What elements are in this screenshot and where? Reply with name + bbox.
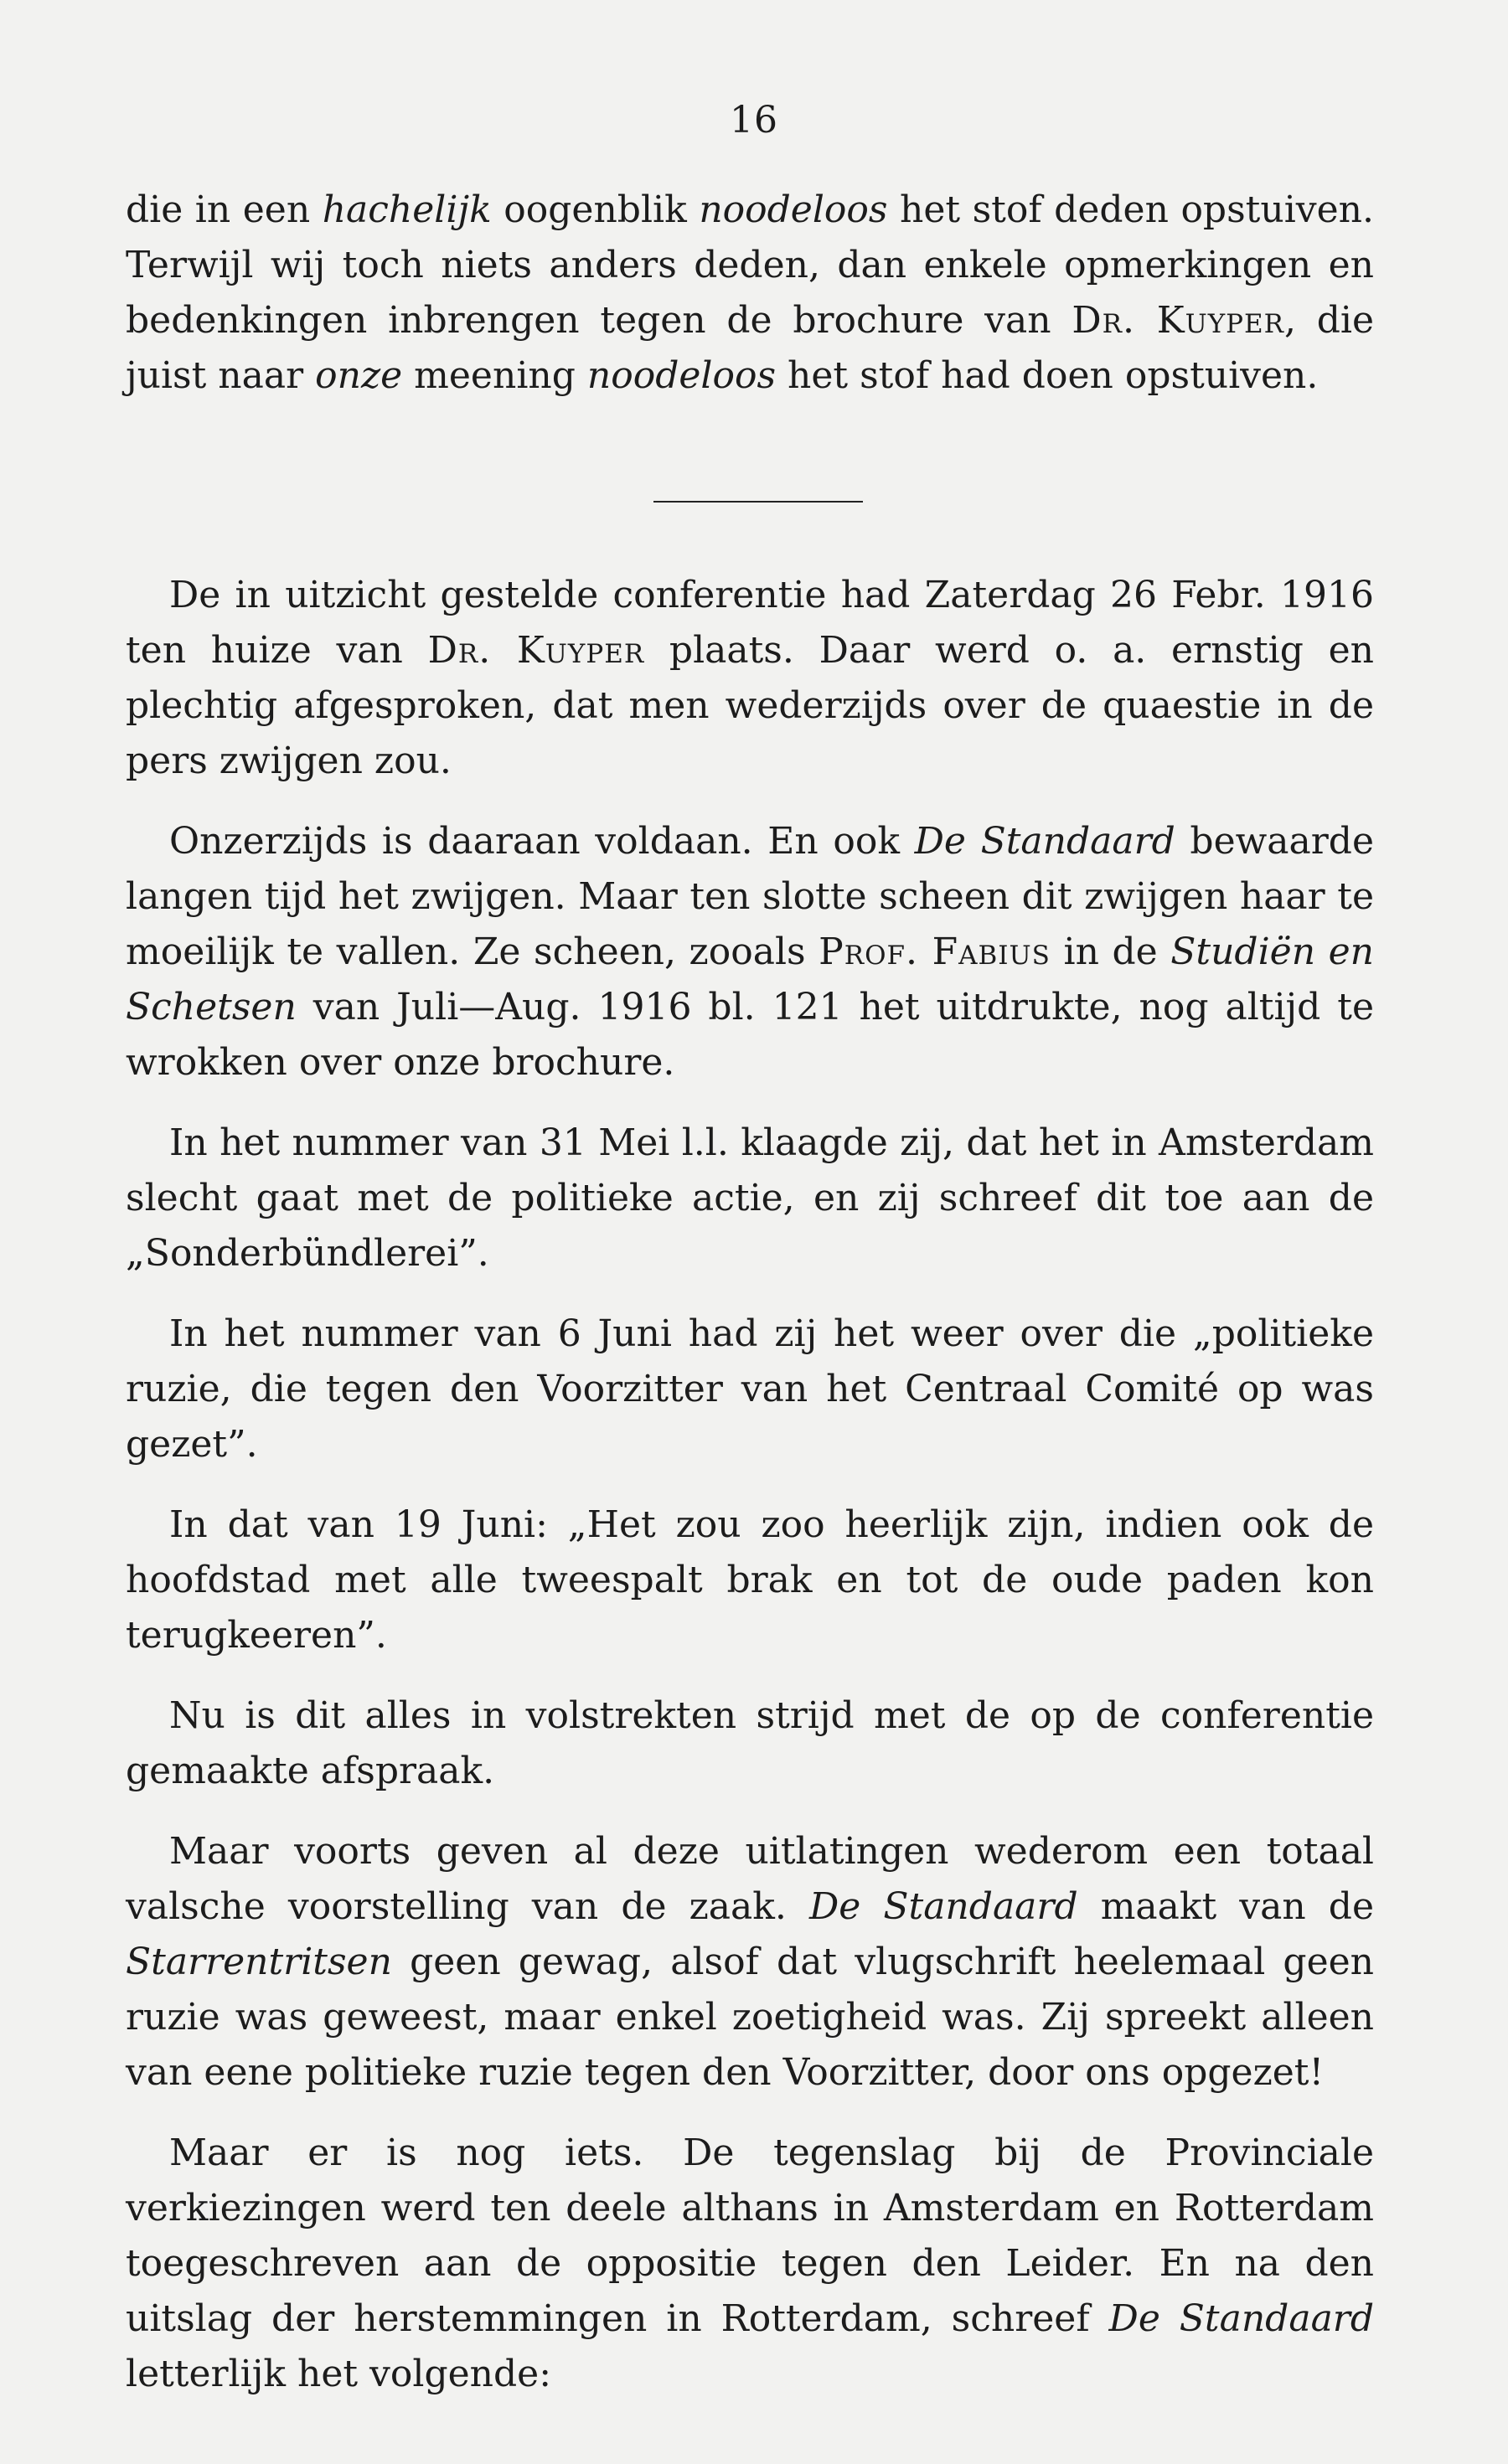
text-run: bewaarde langen tijd het zwijgen. Maar ten slotte scheen dit zwijgen haar te moeilijk te vallen. Ze scheen, zooals (126, 820, 1375, 973)
small-caps-name: Dr. Kuyper (1072, 299, 1284, 342)
paragraph-1 (126, 568, 1374, 789)
small-caps-name: Prof. Fabius (819, 930, 1051, 973)
text-run: Maar er is nog iets. De tegenslag bij de Provinciale verkiezingen werd ten deele althans in Amsterdam en Rotterdam toegeschreven aan de oppositie tegen den Leider. En na den uitslag der herstemmingen in Rotterdam, schreef (126, 2132, 1374, 2340)
text-run: meening (402, 354, 587, 397)
text-run: letterlijk het volgende: (126, 2353, 552, 2395)
italic-run: noodeloos (699, 188, 888, 231)
paragraph-4: In het nummer van 6 Juni had zij het weer over die „politieke ruzie, die tegen den Voorzitter van het Centraal Comité op was gezet”. (126, 1312, 1374, 1466)
text-run: het stof deden opstuiven. Terwijl wij toch niets anders deden, dan enkele opmerkingen en bedenkingen inbrengen tegen de brochure van (126, 188, 1374, 342)
text-run: het stof had doen opstuiven. (776, 354, 1319, 397)
italic-run: onze (315, 354, 403, 397)
italic-run: noodeloos (586, 354, 777, 397)
intro-paragraph (126, 183, 1374, 404)
paragraph-6: Nu is dit alles in volstrekten strijd met de op de conferentie gemaakte afspraak. (126, 1694, 1374, 1792)
text-run: die in een (126, 188, 323, 231)
text-run: van Juli—Aug. 1916 bl. 121 het uitdrukte, nog altijd te wrokken over onze brochure. (126, 986, 1374, 1084)
paragraph-2 (126, 814, 1374, 1090)
italic-run: Studiën en Schetsen (126, 930, 1374, 1028)
paragraph-5: In dat van 19 Juni: „Het zou zoo heerlijk zijn, indien ook de hoofdstad met alle tweespalt brak en tot de oude paden kon terugkeeren”. (126, 1503, 1374, 1657)
italic-run: De Standaard (808, 1885, 1078, 1928)
text-run: Maar voorts geven al deze uitlatingen wederom een totaal valsche voorstelling van de zaak. (126, 1830, 1374, 1928)
text-run: Onzerzijds is daaraan voldaan. En ook (169, 820, 915, 863)
paragraph-3: In het nummer van 31 Mei l.l. klaagde zij, dat het in Amsterdam slecht gaat met de politieke actie, en zij schreef dit toe aan de „Sonderbündlerei”. (126, 1121, 1374, 1275)
italic-run: Starrentritsen (126, 1941, 392, 1983)
small-caps-name: Dr. Kuyper (427, 629, 645, 672)
text-run: maakt van de (1077, 1885, 1375, 1928)
text-run: in de (1050, 930, 1171, 973)
text-run: geen gewag, alsof dat vlugschrift heelemaal geen ruzie was geweest, maar enkel zoetigheid was. Zij spreekt alleen van eene politieke ruzie tegen den Voorzitter, door ons opgezet! (126, 1941, 1374, 2094)
body-text (126, 568, 1374, 2402)
text-run: oogenblik (491, 188, 700, 231)
section-divider (653, 501, 863, 503)
intro-text (126, 183, 1374, 404)
text-run: De in uitzicht gestelde conferentie had Zaterdag 26 Febr. 1916 ten huize van (126, 574, 1374, 672)
italic-run: hachelijk (322, 188, 492, 231)
page-number: 16 (730, 99, 778, 142)
paragraph-7 (126, 1824, 1374, 2101)
text-run: , die juist naar (126, 299, 1374, 397)
text-run: plaats. Daar werd o. a. ernstig en plechtig afgesproken, dat men wederzijds over de quaestie in de pers zwijgen zou. (126, 629, 1374, 782)
italic-run: De Standaard (1108, 2297, 1375, 2340)
paragraph-8 (126, 2126, 1374, 2402)
italic-run: De Standaard (914, 820, 1175, 863)
